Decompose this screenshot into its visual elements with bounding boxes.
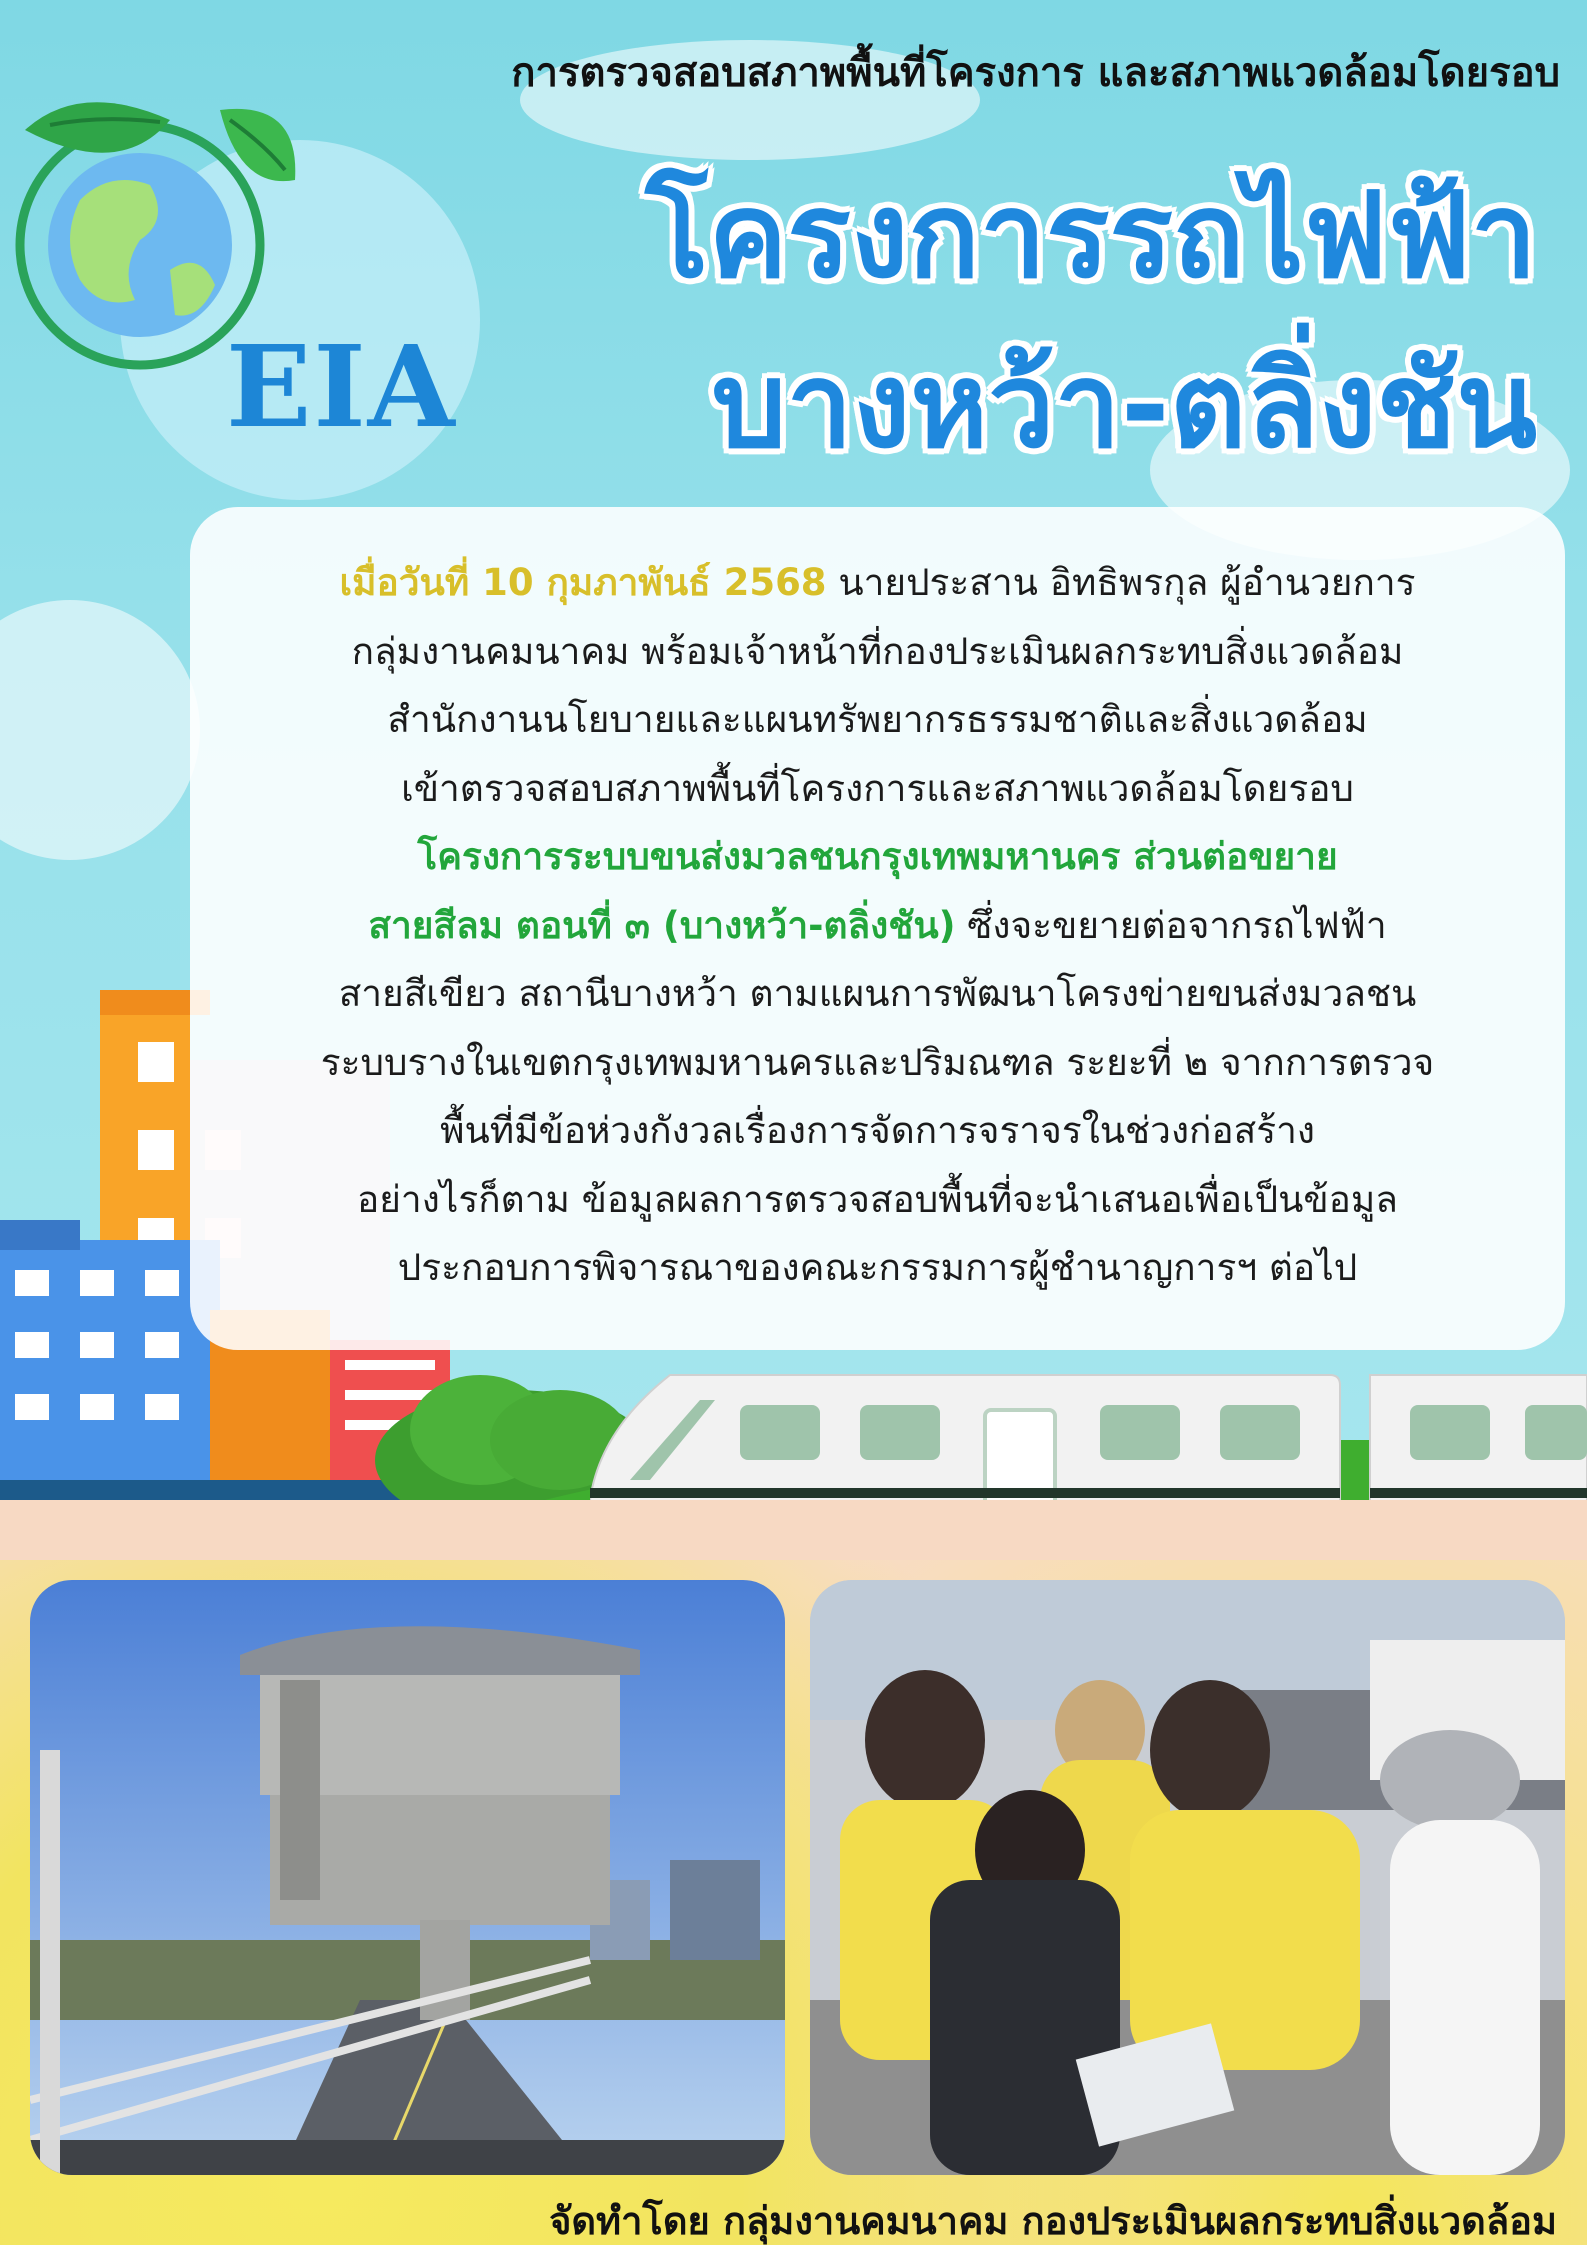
description-line: พื้นที่มีข้อห่วงกังวลเรื่องการจัดการจราจรในช่วงก่อสร้าง <box>440 1109 1315 1152</box>
description-card <box>190 507 1565 1350</box>
inspection-team-photo <box>810 1580 1565 2175</box>
footer-credit: จัดทำโดย กลุ่มงานคมนาคม กองประเมินผลกระทบสิ่งแวดล้อม <box>549 2199 1557 2243</box>
description-line <box>230 892 1525 961</box>
eia-logo-text: EIA <box>226 322 457 453</box>
description-text: ซึ่งจะขยายต่อจากรถไฟฟ้า <box>955 903 1387 947</box>
description-line <box>230 549 1525 618</box>
description-line: กลุ่มงานคมนาคม พร้อมเจ้าหน้าที่กองประเมินผลกระทบสิ่งแวดล้อม <box>351 629 1404 673</box>
main-title-line1: โครงการรถไฟฟ้า <box>645 166 1537 290</box>
station-photo <box>30 1580 785 2175</box>
description-text: นายประสาน อิทธิพรกุล ผู้อำนวยการ <box>826 561 1416 604</box>
description-line: อย่างไรก็ตาม ข้อมูลผลการตรวจสอบพื้นที่จะนำเสนอเพื่อเป็นข้อมูล <box>357 1177 1398 1221</box>
description-line: ระบบรางในเขตกรุงเทพมหานครและปริมณฑล ระยะที่ ๒ จากการตรวจ <box>320 1040 1435 1084</box>
description-line: เข้าตรวจสอบสภาพพื้นที่โครงการและสภาพแวดล้อมโดยรอบ <box>401 766 1354 810</box>
main-title-line2: บางหว้า-ตลิ่งชัน <box>711 336 1537 460</box>
description-line: สายสีเขียว สถานีบางหว้า ตามแผนการพัฒนาโครงข่ายขนส่งมวลชน <box>338 972 1417 1015</box>
description-line: สำนักงานนโยบายและแผนทรัพยากรธรรมชาติและสิ่งแวดล้อม <box>387 698 1368 741</box>
project-name-highlight: สายสีลม ตอนที่ ๓ (บางหว้า-ตลิ่งชัน) <box>368 903 956 947</box>
project-name-line: โครงการระบบขนส่งมวลชนกรุงเทพมหานคร ส่วนต่อขยาย <box>417 835 1338 878</box>
description-line: ประกอบการพิจารณาของคณะกรรมการผู้ชำนาญการฯ ต่อไป <box>397 1246 1358 1289</box>
header-subtitle: การตรวจสอบสภาพพื้นที่โครงการ และสภาพแวดล้อมโดยรอบ <box>511 50 1560 96</box>
date-highlight: เมื่อวันที่ 10 กุมภาพันธ์ 2568 <box>339 561 827 604</box>
